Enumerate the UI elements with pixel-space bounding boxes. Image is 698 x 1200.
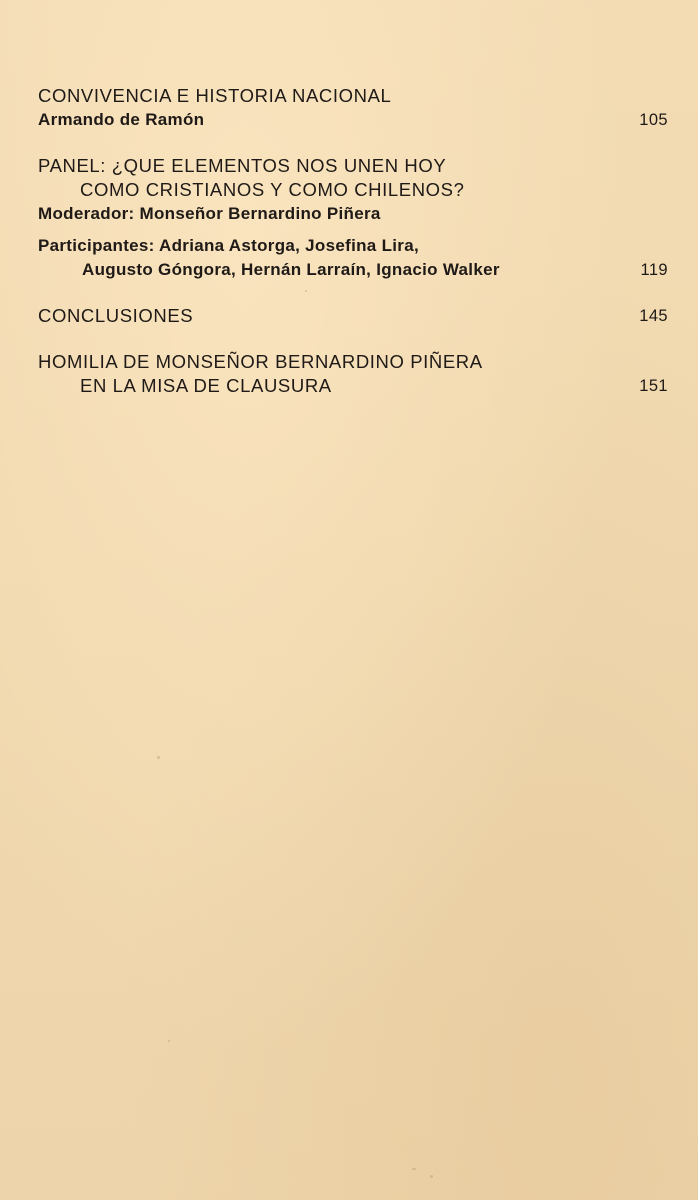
toc-entry-author-text: Armando de Ramón (38, 110, 205, 129)
toc-entry-title-line1: PANEL: ¿QUE ELEMENTOS NOS UNEN HOY (38, 155, 447, 176)
toc-entry-title-text: CONCLUSIONES (38, 305, 194, 326)
paper-speck (168, 1040, 170, 1042)
toc-page-number: 105 (639, 111, 668, 129)
toc-page-number: 145 (639, 307, 668, 325)
toc-entry-moderator (38, 202, 668, 226)
paper-speck (157, 756, 160, 759)
paper-speck (430, 1175, 433, 1178)
toc-entry-title (38, 304, 668, 328)
toc-entry-participants (38, 234, 668, 258)
toc-entry-title (38, 84, 668, 108)
toc-entry-convivencia (38, 84, 668, 132)
toc-moderator-text: Moderador: Monseñor Bernardino Piñera (38, 204, 381, 223)
toc-entry-title (38, 350, 668, 374)
toc-entry-conclusiones (38, 304, 668, 328)
toc-page-number: 151 (639, 377, 668, 395)
table-of-contents (38, 84, 668, 398)
toc-entry-panel (38, 154, 668, 282)
toc-entry-title-continued (38, 374, 668, 398)
toc-entry-title-line1: HOMILIA DE MONSEÑOR BERNARDINO PIÑERA (38, 351, 483, 372)
toc-entry-title-text: CONVIVENCIA E HISTORIA NACIONAL (38, 85, 392, 106)
toc-entry-title-continued (38, 178, 668, 202)
toc-entry-title-line2: COMO CRISTIANOS Y COMO CHILENOS? (80, 179, 465, 200)
toc-entry-author (38, 108, 668, 132)
paper-speck (412, 1168, 416, 1170)
toc-entry-participants-continued (38, 258, 668, 282)
paper-speck (305, 290, 307, 292)
toc-page-number: 119 (640, 261, 668, 279)
toc-participants-line1: Participantes: Adriana Astorga, Josefina Lira, (38, 236, 419, 255)
toc-entry-homilia (38, 350, 668, 398)
toc-participants-line2: Augusto Góngora, Hernán Larraín, Ignacio Walker (82, 260, 500, 279)
toc-entry-title (38, 154, 668, 178)
toc-entry-title-line2: EN LA MISA DE CLAUSURA (80, 375, 332, 396)
